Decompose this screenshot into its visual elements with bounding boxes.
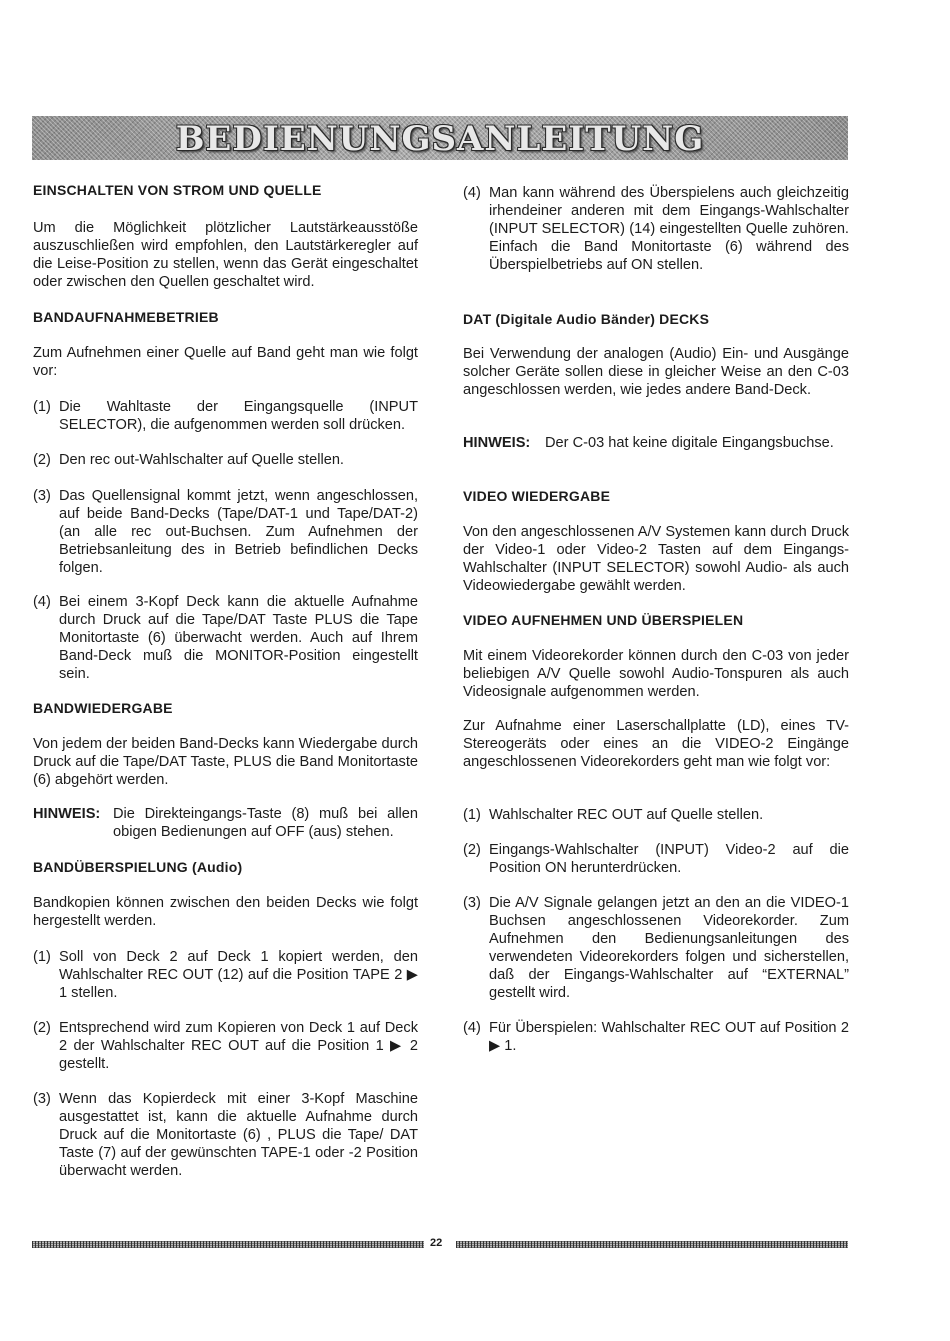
list-item <box>33 593 418 683</box>
list-item <box>33 948 418 1002</box>
list-text: Die Wahltaste der Eingangsquelle (INPUT SELECTOR), die aufgenommen werden soll drücken. <box>59 399 418 433</box>
paragraph-bandueberspielung-intro: Bandkopien können zwischen den beiden Decks wie folgt hergestellt werden. <box>33 895 418 929</box>
list-text: Soll von Deck 2 auf Deck 1 kopiert werden, den Wahlschalter REC OUT (12) auf die Position TAPE 2 ▶ 1 stellen. <box>59 949 418 1001</box>
list-number: (4) <box>463 185 481 201</box>
list-text: Bei einem 3-Kopf Deck kann die aktuelle Aufnahme durch Druck auf die Tape/DAT Taste PLUS die Tape Monitortaste (6) überwacht werden. Auch auf Ihrem Band-Deck muß die MONITOR-Position eingestellt sein. <box>59 594 418 682</box>
list-item <box>33 1090 418 1180</box>
note-text: Der C-03 hat keine digitale Eingangsbuchse. <box>545 435 834 451</box>
page-footer <box>32 1237 848 1253</box>
list-number: (4) <box>463 1020 481 1036</box>
paragraph-bandwiedergabe: Von jedem der beiden Band-Decks kann Wiedergabe durch Druck auf die Tape/DAT Taste, PLUS die Band Monitortaste (6) abgehört werden. <box>33 736 418 788</box>
list-item <box>33 398 418 434</box>
paragraph-dat-decks: Bei Verwendung der analogen (Audio) Ein- und Ausgänge solcher Geräte sollen diese in gleicher Weise an den C-03 angeschlossen werden, wie jedes andere Band-Deck. <box>463 346 849 398</box>
list-number: (3) <box>33 1091 51 1107</box>
list-number: (3) <box>463 895 481 911</box>
heading-dat-decks: DAT (Digitale Audio Bänder) DECKS <box>463 311 710 327</box>
page-number: 22 <box>430 1237 443 1249</box>
list-text: Man kann während des Überspielens auch gleichzeitig irhendeiner anderen mit dem Eingangs-Wahlschalter (INPUT SELECTOR) (14) eingestellten Quelle zuhören. Einfach die Band Monitortaste (6) während des Überspielbetriebs auf ON stellen. <box>489 185 849 273</box>
list-item <box>463 894 849 1002</box>
list-item <box>33 451 418 469</box>
list-text: Für Überspielen: Wahlschalter REC OUT auf Position 2 ▶ 1. <box>489 1020 849 1054</box>
list-item <box>463 806 849 824</box>
note-text: Die Direkteingangs-Taste (8) muß bei allen obigen Bedienungen auf OFF (aus) stehen. <box>113 806 418 840</box>
note-dat <box>463 434 849 452</box>
list-number: (4) <box>33 594 51 610</box>
title-banner <box>32 116 848 160</box>
list-item <box>463 1019 849 1055</box>
footer-rule-right <box>456 1241 848 1248</box>
heading-einschalten: EINSCHALTEN VON STROM UND QUELLE <box>33 182 322 198</box>
note-direkteingang <box>33 805 418 841</box>
list-text: Die A/V Signale gelangen jetzt an den an die VIDEO-1 Buchsen angeschlossenen Videorekorder. Zum Aufnehmen den Bedienungsanleitungen des verwendeten Videorekorders folgen und sicherstellen, daß der Eingangs-Wahlschalter auf “EXTERNAL” gestellt wird. <box>489 895 849 1001</box>
note-label: HINWEIS: <box>33 806 101 822</box>
list-number: (2) <box>463 842 481 858</box>
paragraph-video-wiedergabe: Von den angeschlossenen A/V Systemen kann durch Druck der Video-1 oder Video-2 Tasten auf dem Eingangs-Wahlschalter (INPUT SELECTOR) sowohl Audio- als auch Videowiedergabe gewählt werden. <box>463 524 849 594</box>
heading-bandwiedergabe: BANDWIEDERGABE <box>33 700 173 716</box>
footer-rule-left <box>32 1241 424 1248</box>
heading-video-wiedergabe: VIDEO WIEDERGABE <box>463 488 611 504</box>
note-label: HINWEIS: <box>463 435 531 451</box>
list-text: Eingangs-Wahlschalter (INPUT) Video-2 auf die Position ON herunterdrücken. <box>489 842 849 876</box>
page-title: BEDIENUNGSANLEITUNG <box>175 119 705 159</box>
list-number: (3) <box>33 488 51 504</box>
heading-video-aufnehmen: VIDEO AUFNEHMEN UND ÜBERSPIELEN <box>463 612 744 628</box>
list-item <box>33 1019 418 1073</box>
list-item <box>33 487 418 577</box>
heading-bandaufnahme: BANDAUFNAHMEBETRIEB <box>33 309 219 325</box>
list-number: (1) <box>33 399 51 415</box>
list-number: (2) <box>33 1020 51 1036</box>
list-item <box>463 841 849 877</box>
heading-bandueberspielung: BANDÜBERSPIELUNG (Audio) <box>33 859 243 875</box>
list-text: Entsprechend wird zum Kopieren von Deck 1 auf Deck 2 der Wahlschalter REC OUT auf die Position 1 ▶ 2 gestellt. <box>59 1020 418 1072</box>
paragraph-video-aufnehmen-1: Mit einem Videorekorder können durch den C-03 von jeder beliebigen A/V Quelle sowohl Audio-Tonspuren als auch Videosignale aufgenommen werden. <box>463 648 849 700</box>
list-text: Wenn das Kopierdeck mit einer 3-Kopf Maschine ausgestattet ist, kann die aktuelle Aufnahme durch Druck auf die Monitortaste (6) , PLUS die Tape/ DAT Taste (7) auf der gewünschten TAPE-1 oder -2 Position überwacht werden. <box>59 1091 418 1179</box>
list-text: Wahlschalter REC OUT auf Quelle stellen. <box>489 807 764 823</box>
list-number: (2) <box>33 452 51 468</box>
list-number: (1) <box>463 807 481 823</box>
paragraph-bandaufnahme-intro: Zum Aufnehmen einer Quelle auf Band geht man wie folgt vor: <box>33 345 418 379</box>
list-item <box>463 184 849 274</box>
paragraph-video-aufnehmen-2: Zur Aufnahme einer Laserschallplatte (LD), eines TV-Stereogeräts oder eines an die VIDEO-2 Eingänge angeschlossenen Videorekorders geht man wie folgt vor: <box>463 718 849 770</box>
list-text: Das Quellensignal kommt jetzt, wenn angeschlossen, auf beide Band-Decks (Tape/DAT-1 und Tape/DAT-2) (an alle rec out-Buchsen. Zum Aufnehmen der Betriebsanleitung des in Betrieb befindlichen Decks folgen. <box>59 488 418 576</box>
list-text: Den rec out-Wahlschalter auf Quelle stellen. <box>59 452 344 468</box>
list-number: (1) <box>33 949 51 965</box>
paragraph-einschalten: Um die Möglichkeit plötzlicher Lautstärkeausstöße auszuschließen wird empfohlen, den Lautstärkeregler auf die Leise-Position zu stellen, wenn das Gerät eingeschaltet oder zwischen den Quellen geschaltet wird. <box>33 220 418 290</box>
